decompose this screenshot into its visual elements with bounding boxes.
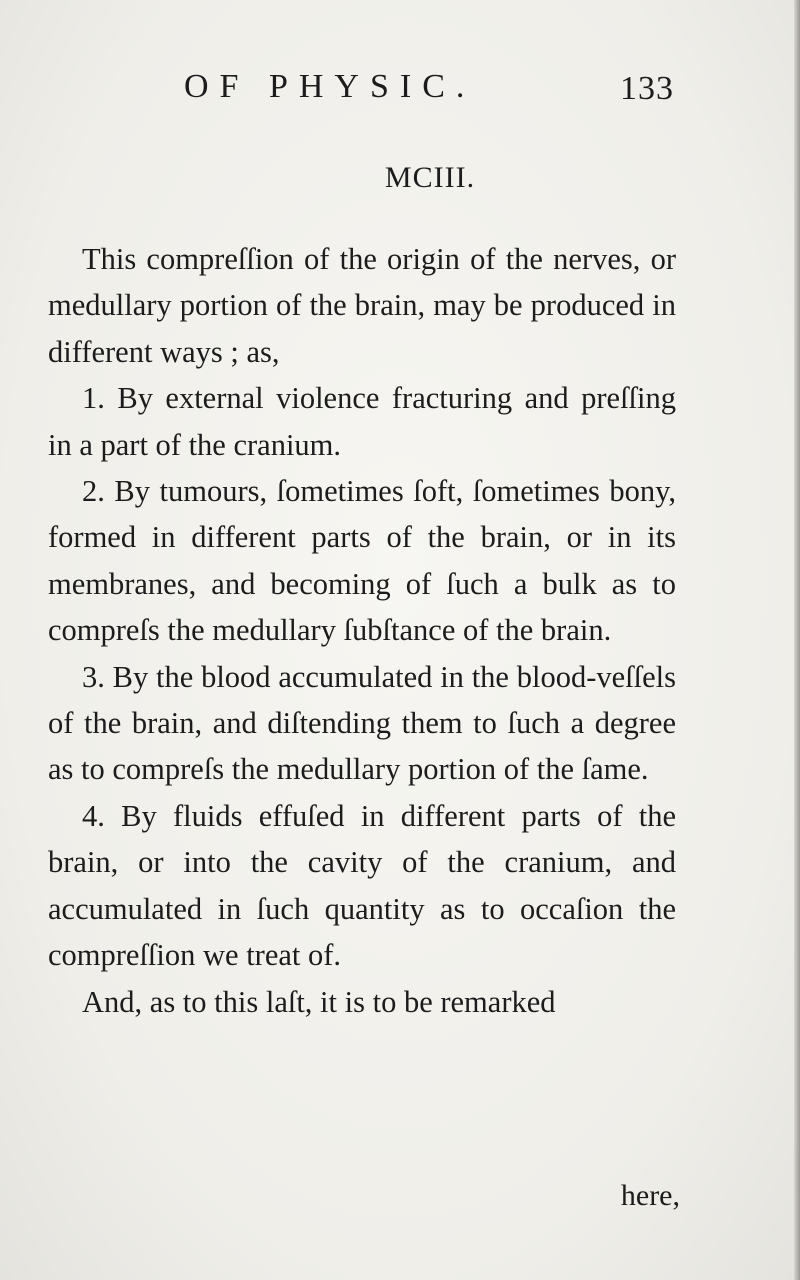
paragraph: This compreſſion of the origin of the nerves, or medullary portion of the brain, may be produced in different ways ; as, xyxy=(48,242,676,369)
paragraph: 1. By external violence fracturing and preſſing in a part of the cranium. xyxy=(48,381,676,462)
paragraph: 2. By tumours, ſometimes ſoft, ſometimes bony, formed in different parts of the brain, or in its membranes, and becoming of ſuch a bulk as to compreſs the medullary ſubſtance of the brain. xyxy=(48,474,676,648)
section-heading: MCIII. xyxy=(384,161,476,194)
running-title: OF PHYSIC. xyxy=(184,68,476,105)
catchword: here, xyxy=(620,1179,680,1212)
body-text xyxy=(48,236,676,1025)
page-number: 133 xyxy=(620,70,674,107)
paragraph: 3. By the blood accumulated in the blood-veſſels of the brain, and diſtending them to ſuch a degree as to compreſs the medullary portion of the ſame. xyxy=(48,659,676,787)
paragraph: 4. By fluids effuſed in different parts of the brain, or into the cavity of the cranium, and accumulated in ſuch quantity as to occaſion the compreſſion we treat of. xyxy=(48,798,676,973)
paragraph: And, as to this laſt, it is to be remarked xyxy=(82,984,556,1019)
page-header xyxy=(184,64,674,114)
